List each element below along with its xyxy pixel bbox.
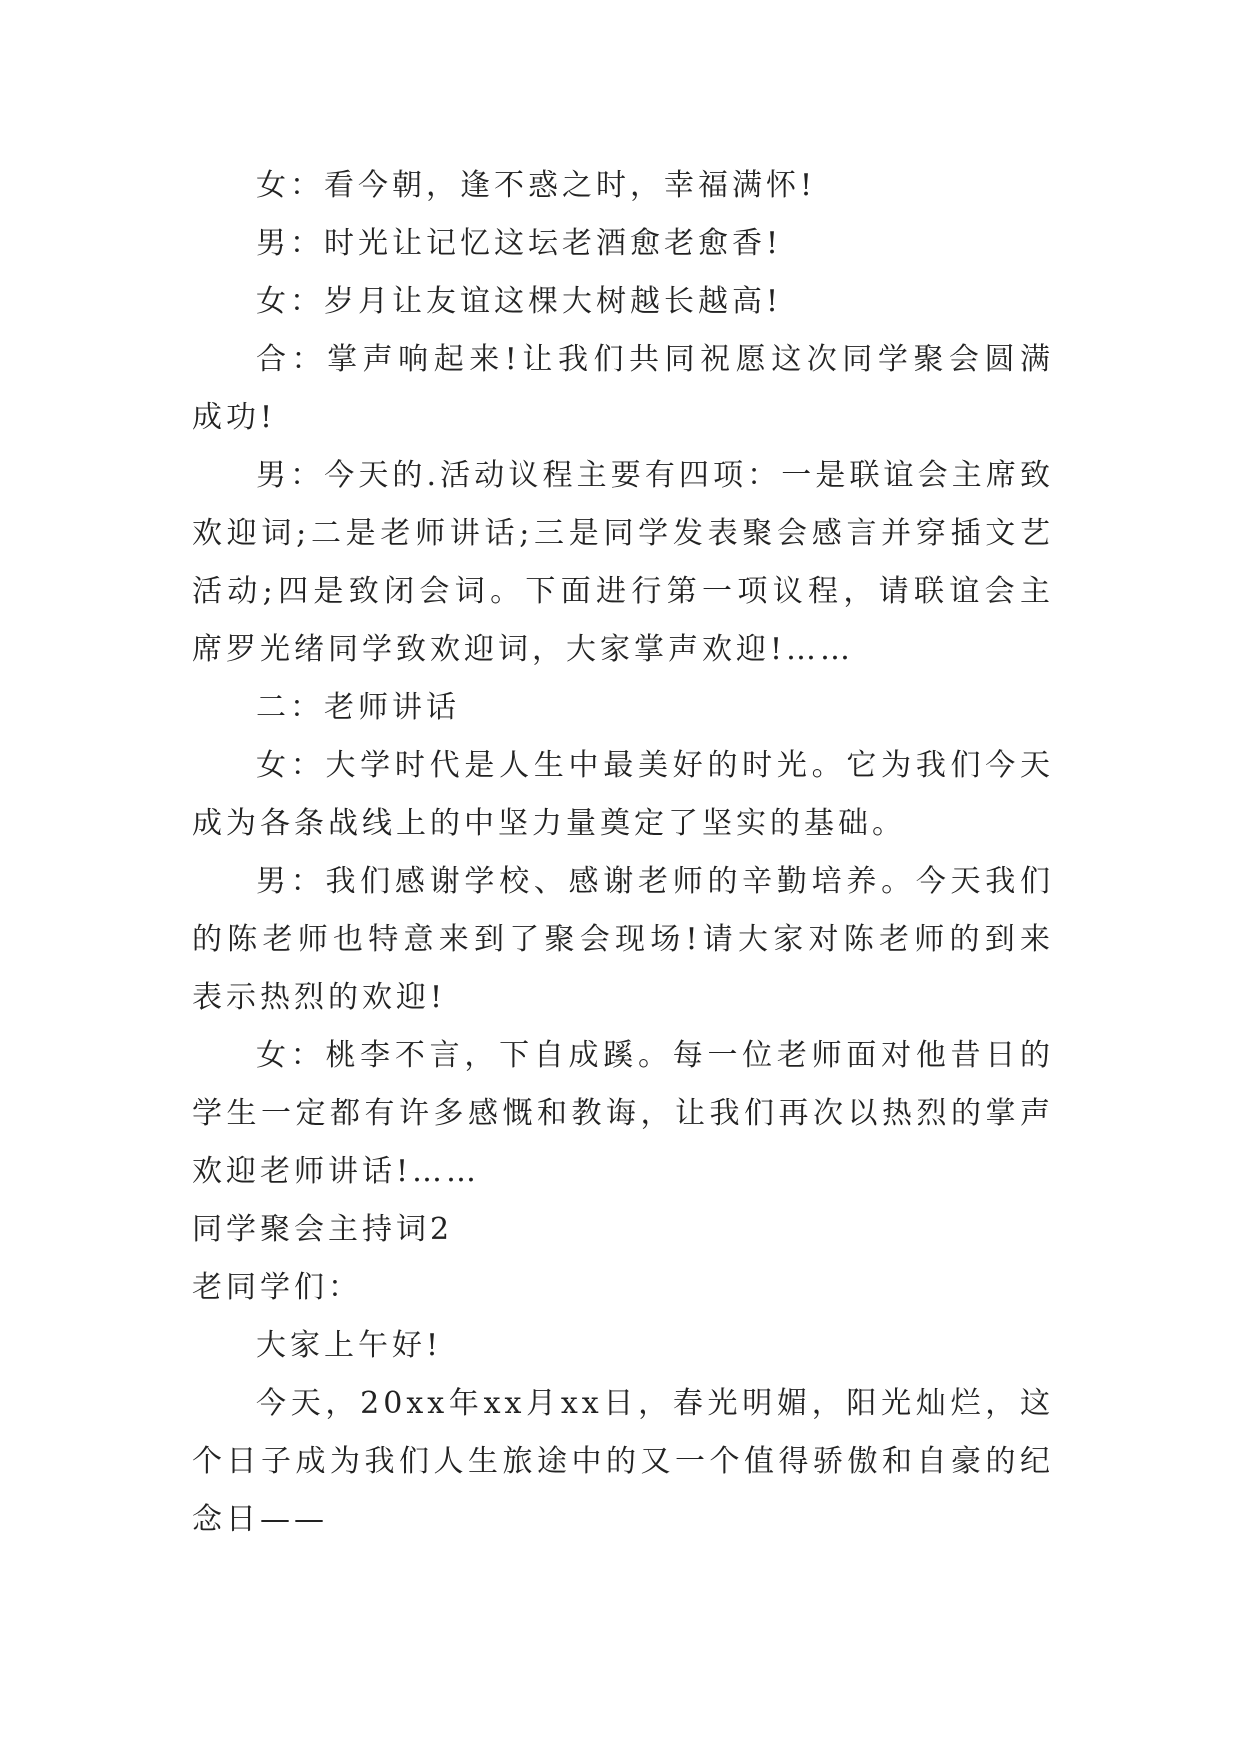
paragraph-2: 男：时光让记忆这坛老酒愈老愈香!: [256, 226, 783, 261]
paragraph-5: 男：今天的.活动议程主要有四项：一是联谊会主席致欢迎词;二是老师讲话;三是同学发表聚会感言并穿插文艺活动;四是致闭会词。下面进行第一项议程，请联谊会主席罗光绪同学致欢迎词，大家掌声欢迎!……: [192, 458, 1054, 667]
paragraph-13: 今天，20xx年xx月xx日，春光明媚，阳光灿烂，这个日子成为我们人生旅途中的又一个值得骄傲和自豪的纪念日——: [192, 1386, 1054, 1537]
section-heading-teacher-speech: 二：老师讲话: [256, 690, 460, 725]
greeting: 大家上午好!: [256, 1328, 443, 1363]
document-body: [192, 157, 1054, 1549]
salutation: 老同学们：: [192, 1270, 362, 1305]
paragraph-7: 女：大学时代是人生中最美好的时光。它为我们今天成为各条战线上的中坚力量奠定了坚实的基础。: [192, 748, 1054, 841]
paragraph-1: 女：看今朝，逢不惑之时，幸福满怀!: [256, 168, 817, 203]
paragraph-4: 合：掌声响起来!让我们共同祝愿这次同学聚会圆满成功!: [192, 342, 1054, 435]
paragraph-9: 女：桃李不言，下自成蹊。每一位老师面对他昔日的学生一定都有许多感慨和教诲，让我们再次以热烈的掌声欢迎老师讲话!……: [192, 1038, 1054, 1189]
paragraph-3: 女：岁月让友谊这棵大树越长越高!: [256, 284, 783, 319]
document-section-title: 同学聚会主持词2: [192, 1212, 454, 1247]
paragraph-8: 男：我们感谢学校、感谢老师的辛勤培养。今天我们的陈老师也特意来到了聚会现场!请大家对陈老师的到来表示热烈的欢迎!: [192, 864, 1054, 1015]
